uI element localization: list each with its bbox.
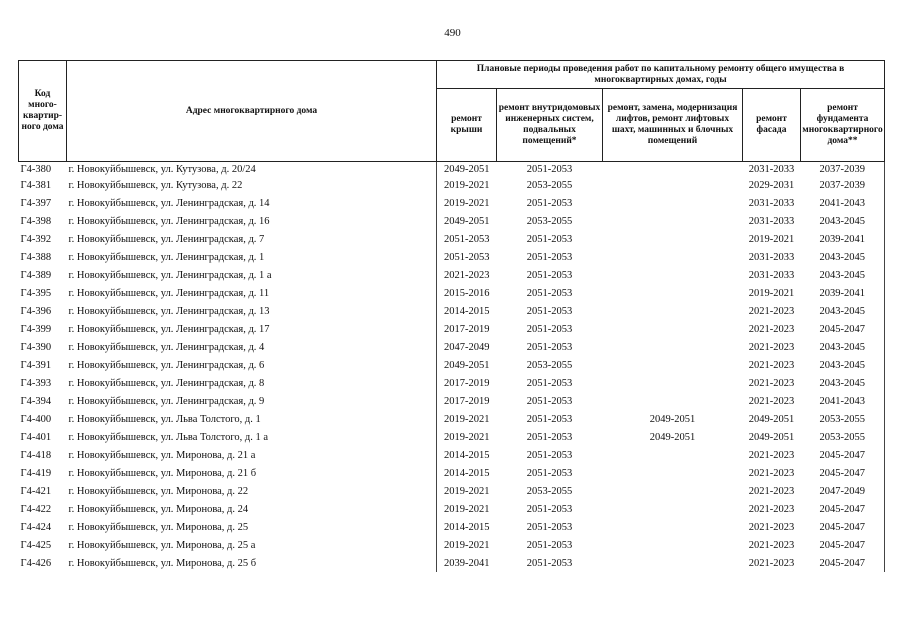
cell-systems: 2053-2055 (526, 215, 573, 227)
cell-roof: 2014-2015 (437, 464, 497, 482)
cell-roof: 2019-2021 (437, 482, 497, 500)
cell-facade: 2031-2033 (748, 215, 795, 227)
cell-foundation: 2045-2047 (801, 320, 885, 338)
cell-systems: 2051-2053 (526, 503, 573, 515)
cell-facade: 2029-2031 (748, 179, 795, 191)
cell-roof: 2039-2041 (437, 554, 497, 572)
cell-lifts (603, 464, 743, 482)
cell-foundation: 2037-2039 (801, 162, 885, 177)
repair-schedule-table (18, 60, 885, 572)
cell-address: г. Новокуйбышевск, ул. Ленинградская, д. 11 (68, 287, 270, 299)
cell-foundation: 2039-2041 (801, 284, 885, 302)
cell-foundation: 2045-2047 (801, 536, 885, 554)
cell-address: г. Новокуйбышевск, ул. Ленинградская, д. 13 (68, 305, 270, 317)
cell-roof: 2014-2015 (437, 302, 497, 320)
cell-code: Г4-422 (20, 503, 52, 515)
cell-lifts (603, 554, 743, 572)
cell-roof: 2019-2021 (437, 500, 497, 518)
cell-roof: 2051-2053 (437, 230, 497, 248)
cell-address: г. Новокуйбышевск, ул. Миронова, д. 25 (68, 521, 249, 533)
cell-lifts (603, 284, 743, 302)
cell-address: г. Новокуйбышевск, ул. Льва Толстого, д. 1 а (68, 431, 269, 443)
cell-facade: 2021-2023 (748, 521, 795, 533)
cell-roof: 2019-2021 (437, 536, 497, 554)
cell-lifts (603, 482, 743, 500)
cell-lifts: 2049-2051 (649, 413, 696, 425)
cell-address: г. Новокуйбышевск, ул. Ленинградская, д. 7 (68, 233, 265, 245)
cell-roof: 2014-2015 (437, 446, 497, 464)
cell-foundation: 2045-2047 (801, 500, 885, 518)
cell-code: Г4-381 (20, 179, 52, 191)
header-facade: ремонт фасада (743, 89, 801, 162)
header-foundation: ремонт фундамента многоквартирного дома** (801, 89, 885, 162)
cell-foundation: 2043-2045 (801, 266, 885, 284)
cell-lifts (603, 392, 743, 410)
table-row (19, 194, 885, 212)
cell-address: г. Новокуйбышевск, ул. Ленинградская, д. 9 (68, 395, 265, 407)
cell-lifts (603, 194, 743, 212)
cell-foundation: 2043-2045 (801, 212, 885, 230)
cell-systems: 2051-2053 (526, 539, 573, 551)
cell-facade: 2031-2033 (748, 197, 795, 209)
cell-facade: 2031-2033 (748, 251, 795, 263)
cell-foundation: 2037-2039 (801, 176, 885, 194)
cell-address: г. Новокуйбышевск, ул. Ленинградская, д. 17 (68, 323, 270, 335)
cell-systems: 2051-2053 (526, 269, 573, 281)
cell-lifts (603, 212, 743, 230)
cell-address: г. Новокуйбышевск, ул. Миронова, д. 21 а (68, 449, 256, 461)
table-row (19, 230, 885, 248)
cell-foundation: 2043-2045 (801, 356, 885, 374)
cell-systems: 2053-2055 (526, 179, 573, 191)
cell-facade: 2021-2023 (748, 539, 795, 551)
cell-code: Г4-399 (20, 323, 52, 335)
cell-code: Г4-392 (20, 233, 52, 245)
cell-systems: 2051-2053 (526, 557, 573, 569)
cell-facade: 2021-2023 (748, 323, 795, 335)
cell-address: г. Новокуйбышевск, ул. Ленинградская, д. 16 (68, 215, 270, 227)
cell-systems: 2051-2053 (526, 305, 573, 317)
table-row (19, 428, 885, 446)
table-row (19, 248, 885, 266)
cell-address: г. Новокуйбышевск, ул. Миронова, д. 22 (68, 485, 249, 497)
table-row (19, 320, 885, 338)
cell-code: Г4-390 (20, 341, 52, 353)
cell-code: Г4-401 (20, 431, 52, 443)
cell-address: г. Новокуйбышевск, ул. Миронова, д. 21 б (68, 467, 257, 479)
cell-lifts (603, 518, 743, 536)
cell-lifts (603, 302, 743, 320)
cell-code: Г4-418 (20, 449, 52, 461)
cell-systems: 2051-2053 (526, 287, 573, 299)
cell-code: Г4-425 (20, 539, 52, 551)
cell-address: г. Новокуйбышевск, ул. Ленинградская, д. 6 (68, 359, 265, 371)
cell-address: г. Новокуйбышевск, ул. Ленинградская, д. 1 а (68, 269, 272, 281)
cell-address: г. Новокуйбышевск, ул. Ленинградская, д. 8 (68, 377, 265, 389)
cell-code: Г4-380 (20, 163, 52, 175)
cell-facade: 2021-2023 (748, 467, 795, 479)
table-row (19, 392, 885, 410)
cell-facade: 2019-2021 (748, 233, 795, 245)
cell-systems: 2051-2053 (526, 233, 573, 245)
cell-roof: 2051-2053 (437, 248, 497, 266)
table-row (19, 266, 885, 284)
cell-roof: 2017-2019 (437, 374, 497, 392)
header-roof: ремонт крыши (437, 89, 497, 162)
cell-address: г. Новокуйбышевск, ул. Кутузова, д. 20/24 (68, 163, 256, 175)
cell-foundation: 2039-2041 (801, 230, 885, 248)
cell-code: Г4-396 (20, 305, 52, 317)
cell-roof: 2049-2051 (437, 212, 497, 230)
cell-code: Г4-391 (20, 359, 52, 371)
cell-systems: 2051-2053 (526, 449, 573, 461)
cell-facade: 2049-2051 (748, 431, 795, 443)
cell-systems: 2051-2053 (526, 341, 573, 353)
table-row (19, 302, 885, 320)
table-row (19, 284, 885, 302)
cell-foundation: 2043-2045 (801, 338, 885, 356)
cell-roof: 2019-2021 (437, 410, 497, 428)
cell-lifts (603, 338, 743, 356)
cell-code: Г4-388 (20, 251, 52, 263)
cell-roof: 2047-2049 (437, 338, 497, 356)
cell-systems: 2053-2055 (526, 359, 573, 371)
cell-lifts (603, 536, 743, 554)
cell-code: Г4-398 (20, 215, 52, 227)
table-row (19, 374, 885, 392)
cell-facade: 2049-2051 (748, 413, 795, 425)
cell-lifts: 2049-2051 (649, 431, 696, 443)
header-lifts: ремонт, замена, модернизация лифтов, ремонт лифтовых шахт, машинных и блочных помещений (603, 89, 743, 162)
table-row (19, 482, 885, 500)
table-body (19, 162, 885, 573)
cell-foundation: 2043-2045 (801, 302, 885, 320)
table-row (19, 176, 885, 194)
cell-roof: 2015-2016 (437, 284, 497, 302)
cell-facade: 2021-2023 (748, 557, 795, 569)
table-row (19, 162, 885, 177)
cell-lifts (603, 176, 743, 194)
cell-roof: 2019-2021 (437, 428, 497, 446)
cell-lifts (603, 230, 743, 248)
cell-systems: 2053-2055 (526, 485, 573, 497)
cell-systems: 2051-2053 (526, 467, 573, 479)
cell-code: Г4-397 (20, 197, 52, 209)
cell-foundation: 2045-2047 (801, 518, 885, 536)
page-number: 490 (444, 27, 461, 39)
table-row (19, 500, 885, 518)
cell-lifts (603, 500, 743, 518)
cell-roof: 2019-2021 (437, 194, 497, 212)
cell-facade: 2021-2023 (748, 395, 795, 407)
cell-foundation: 2047-2049 (801, 482, 885, 500)
cell-roof: 2049-2051 (437, 356, 497, 374)
table-row (19, 518, 885, 536)
table-row (19, 212, 885, 230)
cell-lifts (603, 162, 743, 177)
cell-roof: 2049-2051 (437, 162, 497, 177)
table-row (19, 446, 885, 464)
cell-code: Г4-395 (20, 287, 52, 299)
table-row (19, 536, 885, 554)
cell-foundation: 2053-2055 (801, 428, 885, 446)
cell-facade: 2021-2023 (748, 377, 795, 389)
cell-address: г. Новокуйбышевск, ул. Ленинградская, д. 1 (68, 251, 265, 263)
cell-lifts (603, 356, 743, 374)
cell-systems: 2051-2053 (526, 413, 573, 425)
cell-roof: 2017-2019 (437, 320, 497, 338)
cell-facade: 2031-2033 (748, 163, 795, 175)
cell-facade: 2021-2023 (748, 359, 795, 371)
cell-code: Г4-389 (20, 269, 52, 281)
cell-foundation: 2043-2045 (801, 248, 885, 266)
cell-systems: 2051-2053 (526, 163, 573, 175)
cell-address: г. Новокуйбышевск, ул. Льва Толстого, д. 1 (68, 413, 261, 425)
cell-facade: 2021-2023 (748, 449, 795, 461)
cell-facade: 2021-2023 (748, 503, 795, 515)
cell-code: Г4-400 (20, 413, 52, 425)
cell-facade: 2021-2023 (748, 485, 795, 497)
cell-systems: 2051-2053 (526, 395, 573, 407)
cell-code: Г4-426 (20, 557, 52, 569)
cell-code: Г4-394 (20, 395, 52, 407)
cell-roof: 2017-2019 (437, 392, 497, 410)
cell-facade: 2019-2021 (748, 287, 795, 299)
cell-lifts (603, 446, 743, 464)
cell-foundation: 2043-2045 (801, 374, 885, 392)
cell-facade: 2021-2023 (748, 341, 795, 353)
cell-lifts (603, 248, 743, 266)
cell-foundation: 2041-2043 (801, 194, 885, 212)
cell-address: г. Новокуйбышевск, ул. Ленинградская, д. 4 (68, 341, 265, 353)
table-row (19, 410, 885, 428)
cell-foundation: 2041-2043 (801, 392, 885, 410)
cell-roof: 2014-2015 (437, 518, 497, 536)
cell-code: Г4-421 (20, 485, 52, 497)
cell-systems: 2051-2053 (526, 251, 573, 263)
cell-address: г. Новокуйбышевск, ул. Ленинградская, д. 14 (68, 197, 270, 209)
table-row (19, 554, 885, 572)
cell-code: Г4-393 (20, 377, 52, 389)
cell-systems: 2051-2053 (526, 377, 573, 389)
cell-lifts (603, 266, 743, 284)
cell-code: Г4-419 (20, 467, 52, 479)
cell-roof: 2021-2023 (437, 266, 497, 284)
cell-roof: 2019-2021 (437, 176, 497, 194)
cell-foundation: 2045-2047 (801, 446, 885, 464)
cell-lifts (603, 374, 743, 392)
cell-address: г. Новокуйбышевск, ул. Миронова, д. 24 (68, 503, 249, 515)
header-systems: ремонт внутридомовых инженерных систем, подвальных помещений* (497, 89, 603, 162)
cell-systems: 2051-2053 (526, 197, 573, 209)
table-row (19, 356, 885, 374)
cell-foundation: 2045-2047 (801, 554, 885, 572)
table-row (19, 464, 885, 482)
header-periods: Плановые периоды проведения работ по капитальному ремонту общего имущества в многоквартирных домах, годы (437, 61, 885, 89)
header-address: Адрес многоквартирного дома (67, 61, 437, 162)
cell-address: г. Новокуйбышевск, ул. Миронова, д. 25 б (68, 557, 257, 569)
cell-address: г. Новокуйбышевск, ул. Кутузова, д. 22 (68, 179, 243, 191)
header-code: Код много-квартир-ного дома (19, 61, 67, 162)
cell-facade: 2031-2033 (748, 269, 795, 281)
cell-address: г. Новокуйбышевск, ул. Миронова, д. 25 а (68, 539, 256, 551)
cell-systems: 2051-2053 (526, 521, 573, 533)
cell-foundation: 2053-2055 (801, 410, 885, 428)
cell-systems: 2051-2053 (526, 431, 573, 443)
cell-code: Г4-424 (20, 521, 52, 533)
cell-foundation: 2045-2047 (801, 464, 885, 482)
cell-lifts (603, 320, 743, 338)
table-row (19, 338, 885, 356)
cell-facade: 2021-2023 (748, 305, 795, 317)
cell-systems: 2051-2053 (526, 323, 573, 335)
